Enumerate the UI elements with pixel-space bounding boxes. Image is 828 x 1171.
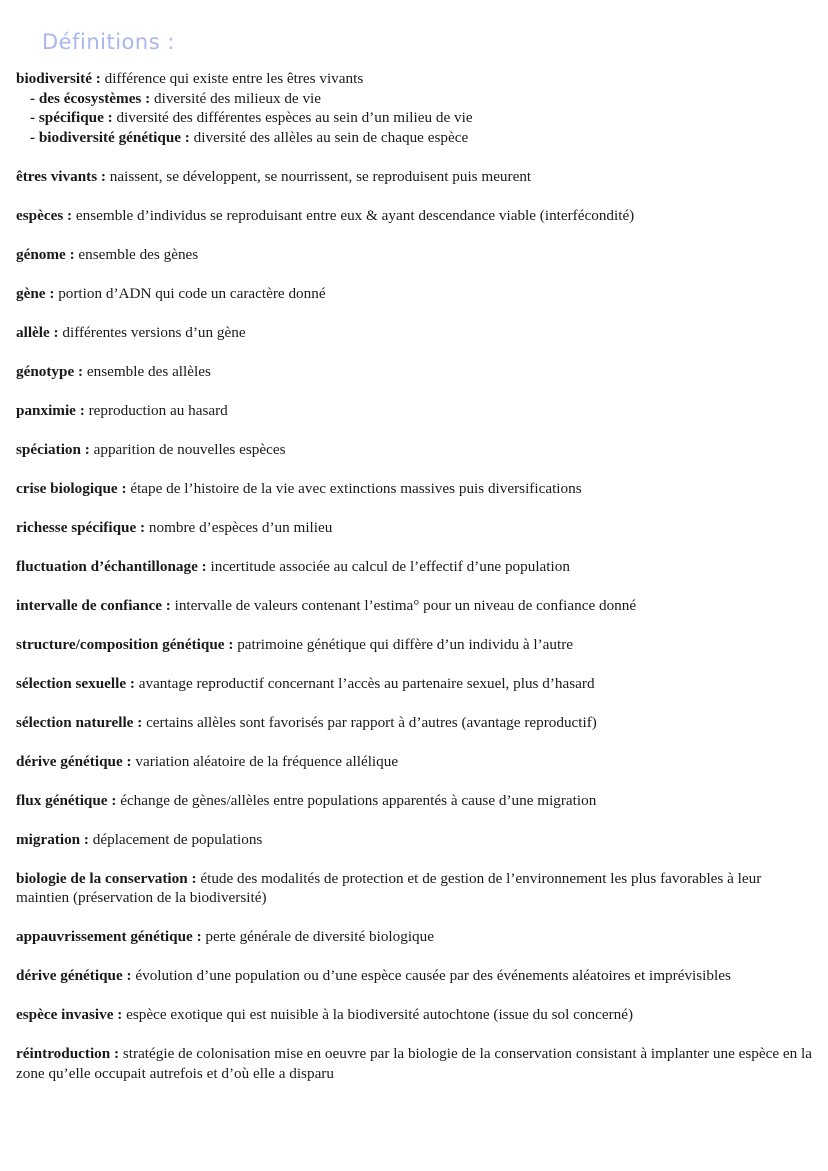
definition-term: crise biologique :: [16, 479, 127, 497]
definition-text: ensemble des allèles: [83, 362, 211, 380]
definition-entry: [16, 674, 816, 694]
definition-entry: [16, 323, 816, 343]
definition-text: ensemble d’individus se reproduisant entre eux & ayant descendance viable (interfécondité): [72, 206, 635, 224]
definition-term: génome :: [16, 245, 75, 263]
sub-definition-text: diversité des milieux de vie: [150, 89, 322, 107]
definition-text: incertitude associée au calcul de l’effectif d’une population: [206, 557, 570, 575]
definition-text: ensemble des gènes: [74, 245, 199, 263]
sub-definition-term: - biodiversité génétique :: [30, 128, 190, 146]
definition-text: intervalle de valeurs contenant l’estima° pour un niveau de confiance donné: [170, 596, 637, 614]
sub-definition-list: [16, 89, 816, 148]
definition-entry: [16, 791, 816, 811]
definition-term: espèce invasive :: [16, 1006, 123, 1023]
definition-term: flux génétique :: [16, 791, 117, 809]
definition-text: naissent, se développent, se nourrissent, se reproduisent puis meurent: [105, 167, 532, 185]
definition-entry: [16, 245, 816, 265]
definition-term: dérive génétique :: [16, 752, 132, 770]
definition-entry: [16, 557, 816, 577]
sub-definition-term: - spécifique :: [30, 109, 113, 126]
definition-text: perte générale de diversité biologique: [201, 928, 434, 945]
definition-term: dérive génétique :: [16, 967, 132, 984]
definition-term: biodiversité :: [16, 70, 101, 87]
definition-term: gène :: [16, 284, 55, 302]
definition-term: richesse spécifique :: [16, 518, 146, 536]
definition-text: apparition de nouvelles espèces: [89, 440, 286, 458]
definition-term: êtres vivants :: [16, 167, 106, 185]
definition-term: réintroduction :: [16, 1045, 120, 1062]
definitions-list: [16, 69, 816, 1083]
definition-text: différentes versions d’un gène: [58, 323, 246, 341]
definition-text: déplacement de populations: [88, 830, 263, 848]
definition-entry: [16, 284, 816, 304]
definition-term: allèle :: [16, 323, 59, 341]
sub-definition-text: diversité des allèles au sein de chaque espèce: [189, 128, 469, 146]
definition-text: patrimoine génétique qui diffère d’un individu à l’autre: [233, 635, 574, 653]
sub-definition-text: diversité des différentes espèces au sein d’un milieu de vie: [112, 109, 473, 126]
definition-entry: [16, 869, 816, 908]
definition-entry: [16, 69, 816, 147]
definition-text: nombre d’espèces d’un milieu: [145, 518, 333, 536]
definition-entry: [16, 518, 816, 538]
definition-term: migration :: [16, 830, 89, 848]
definition-entry: [16, 1005, 816, 1025]
definition-text: avantage reproductif concernant l’accès au partenaire sexuel, plus d’hasard: [134, 674, 595, 692]
definition-term: espèces :: [16, 206, 73, 224]
definition-entry: [16, 167, 816, 187]
definition-entry: [16, 927, 816, 947]
definition-term: fluctuation d’échantillonage :: [16, 557, 207, 575]
definition-entry: [16, 206, 816, 226]
sub-definition: [30, 89, 816, 109]
definition-text: différence qui existe entre les êtres vivants: [100, 70, 364, 87]
definition-term: génotype :: [16, 362, 84, 380]
definition-text: reproduction au hasard: [84, 401, 228, 419]
definition-term: structure/composition génétique :: [16, 635, 234, 653]
definition-term: appauvrissement génétique :: [16, 928, 202, 945]
definition-text: étude des modalités de protection et de gestion de l’environnement les plus favorables à leur maintien (préservation de la biodiversité): [16, 869, 762, 906]
definition-text: échange de gènes/allèles entre populations apparentés à cause d’une migration: [116, 791, 597, 809]
definition-text: portion d’ADN qui code un caractère donné: [54, 284, 326, 302]
definition-entry: [16, 830, 816, 850]
definition-entry: [16, 401, 816, 421]
definition-entry: [16, 752, 816, 772]
definition-text: étape de l’histoire de la vie avec extinctions massives puis diversifications: [126, 479, 582, 497]
sub-definition: [30, 128, 816, 148]
definition-term: spéciation :: [16, 440, 90, 458]
definition-entry: [16, 596, 816, 616]
definition-text: variation aléatoire de la fréquence allélique: [131, 752, 399, 770]
definition-term: sélection naturelle :: [16, 713, 143, 731]
definition-entry: [16, 966, 816, 986]
definition-entry: [16, 479, 816, 499]
sub-definition-term: - des écosystèmes :: [30, 89, 151, 107]
definition-term: panximie :: [16, 401, 85, 419]
definition-term: intervalle de confiance :: [16, 596, 171, 614]
page-title: Définitions :: [42, 30, 175, 54]
definition-text: certains allèles sont favorisés par rapport à d’autres (avantage reproductif): [142, 713, 597, 731]
definition-term: sélection sexuelle :: [16, 674, 135, 692]
sub-definition: [30, 108, 816, 128]
definition-entry: [16, 635, 816, 655]
definition-entry: [16, 362, 816, 382]
definition-text: espèce exotique qui est nuisible à la biodiversité autochtone (issue du sol concerné): [122, 1006, 634, 1023]
definition-text: stratégie de colonisation mise en oeuvre par la biologie de la conservation consistant à implanter une espèce en la zone qu’elle occupait autrefois et d’où elle a disparu: [16, 1045, 812, 1082]
definition-term: biologie de la conservation :: [16, 869, 197, 887]
definition-text: évolution d’une population ou d’une espèce causée par des événements aléatoires et imprévisibles: [131, 967, 731, 984]
definition-entry: [16, 1044, 816, 1083]
definition-entry: [16, 440, 816, 460]
definition-entry: [16, 713, 816, 733]
